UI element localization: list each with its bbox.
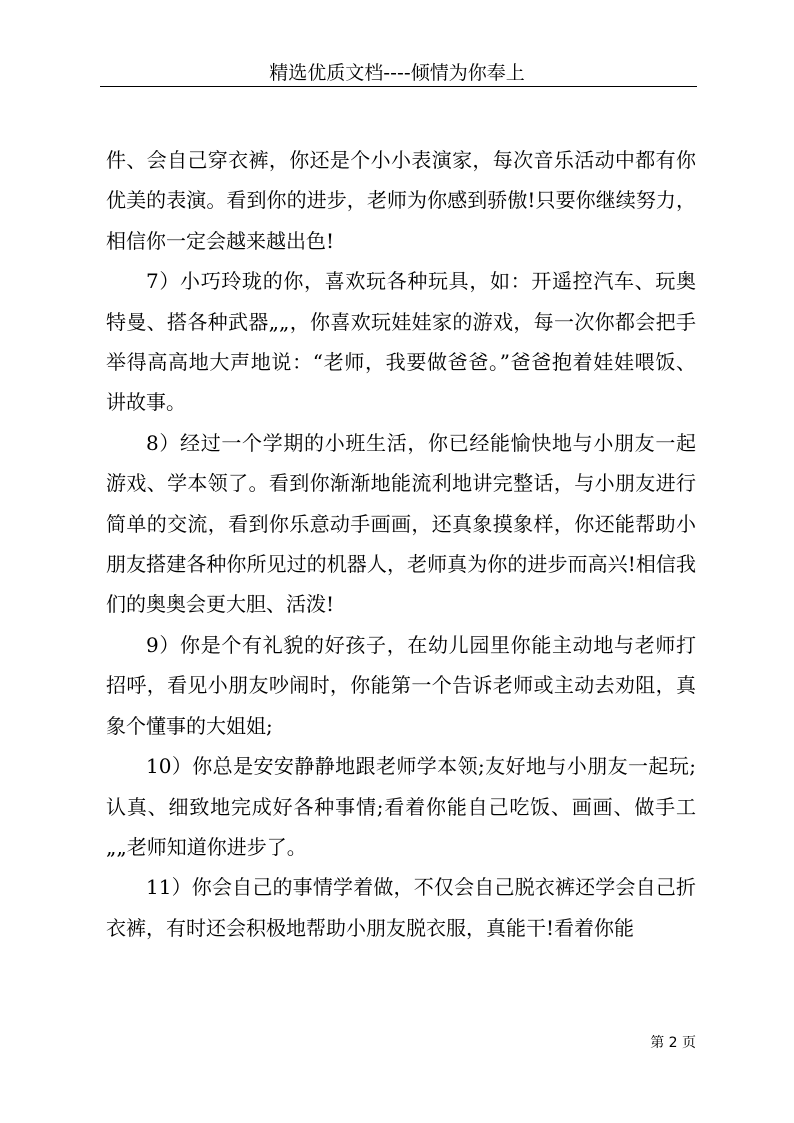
- paragraph-9: 9）你是个有礼貌的好孩子，在幼儿园里你能主动地与老师打招呼，看见小朋友吵闹时，你能第一个告诉老师或主动去劝阻，真象个懂事的大姐姐;: [106, 632, 696, 738]
- document-body: [106, 140, 696, 948]
- paragraph-11: 11）你会自己的事情学着做，不仅会自己脱衣裤还学会自己折衣裤，有时还会积极地帮助小朋友脱衣服，真能干!看着你能: [106, 875, 696, 940]
- paragraph-10: 10）你总是安安静静地跟老师学本领;友好地与小朋友一起玩;认真、细致地完成好各种事情;看着你能自己吃饭、画画、做手工„„老师知道你进步了。: [106, 754, 696, 859]
- header-divider: [100, 86, 697, 87]
- page-header-title: 精选优质文档----倾情为你奉上: [269, 62, 525, 84]
- paragraph-continuation: 件、会自己穿衣裤，你还是个小小表演家，每次音乐活动中都有你优美的表演。看到你的进步，老师为你感到骄傲!只要你继续努力，相信你一定会越来越出色!: [106, 148, 696, 253]
- paragraph-8: 8）经过一个学期的小班生活，你已经能愉快地与小朋友一起游戏、学本领了。看到你渐渐地能流利地讲完整话，与小朋友进行简单的交流，看到你乐意动手画画，还真象摸象样，你还能帮助小朋友搭建各种你所见过的机器人，老师真为你的进步而高兴!相信我们的奥奥会更大胆、活泼!: [106, 430, 696, 617]
- paragraph-7: 7）小巧玲珑的你，喜欢玩各种玩具，如：开遥控汽车、玩奥特曼、搭各种武器„„，你喜欢玩娃娃家的游戏，每一次你都会把手举得高高地大声地说：“老师，我要做爸爸。”爸爸抱着娃娃喂饭、讲故事。: [106, 269, 696, 415]
- page-number: 第 2 页: [650, 1035, 696, 1051]
